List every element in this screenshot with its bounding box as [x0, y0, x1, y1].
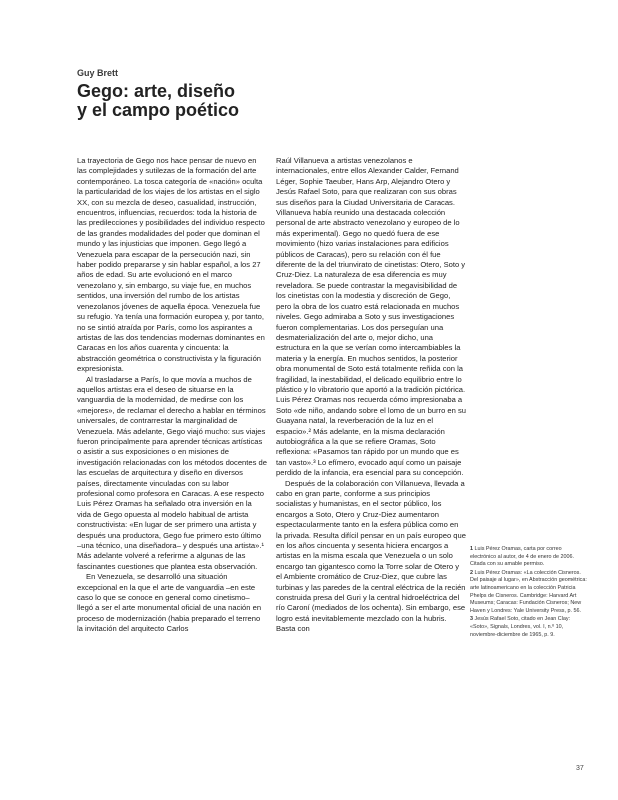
paragraph: En Venezuela, se desarrolló una situación excepcional en la que el arte de vanguardia –en este caso lo que se conoce en general como cinetismo– llegó a ser el arte monumental oficial de una nación en proceso de modernización (habia preparado el terreno la invitación del arquitecto Carlos [77, 572, 262, 634]
left-column [77, 156, 267, 635]
footnote: 1 Luis Pérez Oramas, carta por correo electrónico al autor, de 4 de enero de 2006. Citada con su amable permiso. [470, 546, 574, 568]
middle-column [276, 156, 466, 635]
title-line-2: y el campo poético [77, 100, 240, 120]
paragraph: Después de la colaboración con Villanueva, llevada a cabo en gran parte, conforme a sus principios socialistas y humanistas, en el sector público, los encargos a Soto, Otero y Cruz-Diez aumentaron espectacularmente tanto en la esfera pública como en la privada. Resulta difícil pensar en un país europeo que en los años cincuenta y sesenta hiciera encargos a artistas en la misma escala que Venezuela o un solo encargo tan gigantesco como la Torre solar de Otero y el Ambiente cromático de Cruz-Diez, que cubre las turbinas y las paredes de la central eléctrica de la recién construida presa del Guri y la central hidroeléctrica del río Caroní (mediados de los ochenta). Sin embargo, ese logro está inevitablemente mezclado con la hubris. Basta con [276, 478, 466, 634]
footnotes [470, 546, 588, 640]
footnote: 2 Luis Pérez Oramas: «La colección Cisneros. Del paisaje al lugar», en Abstracción geométrica: arte latinoamericano en la colección Patricia Phelps de Cisneros. Cambridge: Harvard Art Museums; Caracas: Fundación Cisneros; New Haven y Londres: Yale University Press, p. 56. [470, 569, 587, 614]
paragraph: Al trasladarse a París, lo que movía a muchos de aquellos artistas era el deseo de situarse en la vanguardia de la modernidad, de medirse con los «mejores», de reclamar el derecho a hablar en términos universales, de contrarrestar la marginalidad de Venezuela. Más adelante, Gego viajó mucho: sus viajes fueron principalmente para aprender técnicas artísticas o asistir a sus exposiciones o en misiones de investigación relacionadas con los métodos docentes de las escuelas de arquitectura y diseño en diversos países, directamente vinculadas con su labor profesional como profesora en Caracas. A ese respecto Luis Pérez Oramas ha señalado otra inversión en la vida de Gego opuesta al modelo habitual de artista constructivista: «En lugar de ser primero una artista y después una productora, Gego fue primero esto último –una técnico, una diseñadora– y después una artista».¹ Más adelante volveré a referirme a algunas de las fascinantes cuestiones que plantea esta observación. [77, 374, 267, 571]
paragraph: Raúl Villanueva a artistas venezolanos e internacionales, entre ellos Alexander Calder, Fernand Léger, Sophie Taeuber, Hans Arp, Alejandro Otero y Jesús Rafael Soto, para que realizaran con sus obras sus diseños para la Ciudad Universitaria de Caracas. Villanueva había reunido una destacada colección personal de arte abstracto venezolano y europeo de lo más experimental). Gego no quedó fuera de ese movimiento (hizo varias instalaciones para edificios públicos de Caracas), pero su relación con él fue diferente de la del triunvirato de cinetistas: Otero, Soto y Cruz-Diez. La naturaleza de esa diferencia es muy reveladora. Se puede contrastar la megavisibilidad de los cinetistas con la modestia y discreción de Gego, pero la obra de los cuatro está relacionada en muchos niveles. Gego admiraba a Soto y sus investigaciones fueron complementarias. Los dos perseguían una desmaterialización del arte o, mejor dicho, una estructura en la que se verían como intercambiables la materia y la energía. En muchos sentidos, la posterior obra monumental de Soto está totalmente reñida con la fragilidad, la inestabilidad, el delicado equilibrio entre lo plástico y lo vibratorio que aportó a la tradición pictórica. Luis Pérez Oramas nos recuerda cómo impresionaba a Soto «de niño, andando sobre el lomo de un burro en su Guayana natal, la reverberación de la luz en el espacio».² Más adelante, en la misma declaración autobiográfica a la que se refiere Oramas, Soto reflexiona: «Pasamos tan rápido por un mundo que es tan vasto».³ Lo efímero, evocado aquí como un paisaje perdido de la infancia, era esencial para su concepción. [276, 156, 466, 478]
page-number: 37 [576, 765, 584, 772]
footnote: 3 Jesús Rafael Soto, citado en Jean Clay: «Soto», Signals, Londres, vol. I, n.º 10, noviembre-diciembre de 1965, p. 9. [470, 616, 571, 638]
title-line-1: Gego: arte, diseño [77, 81, 236, 101]
article-title [77, 82, 377, 120]
author-name: Guy Brett [77, 68, 119, 78]
paragraph: La trayectoria de Gego nos hace pensar de nuevo en las complejidades y sutilezas de la formación del arte contemporáneo. La tosca categoría de «nación» oculta la particularidad de los viajes de los artistas en el siglo XX, con su mezcla de deseo, casualidad, instrucción, encuentros, influencias, recuerdos: toda la historia de las predilecciones y posibilidades del individuo respecto de las grandes modalidades del poder que dominan el mundo y las injusticias que imponen. Gego llegó a Venezuela para escapar de la persecución nazi, sin haber podido prepararse y sin hablar español, a los 27 años de edad. Su arte evolucionó en el marco venezolano y, sin embargo, su viaje fue, en muchos sentidos, una inversión del rumbo de los artistas venezolanos jóvenes de aquella época. Venezuela fue su refugio. Ya tenía una formación europea y, por tanto, no se sintió atraída por París, como los aspirantes a artistas de las dos tendencias modernas dominantes en Caracas en los años cuarenta y cincuenta: la abstracción geométrica o constructivista y la figuración expresionista. [77, 156, 265, 374]
